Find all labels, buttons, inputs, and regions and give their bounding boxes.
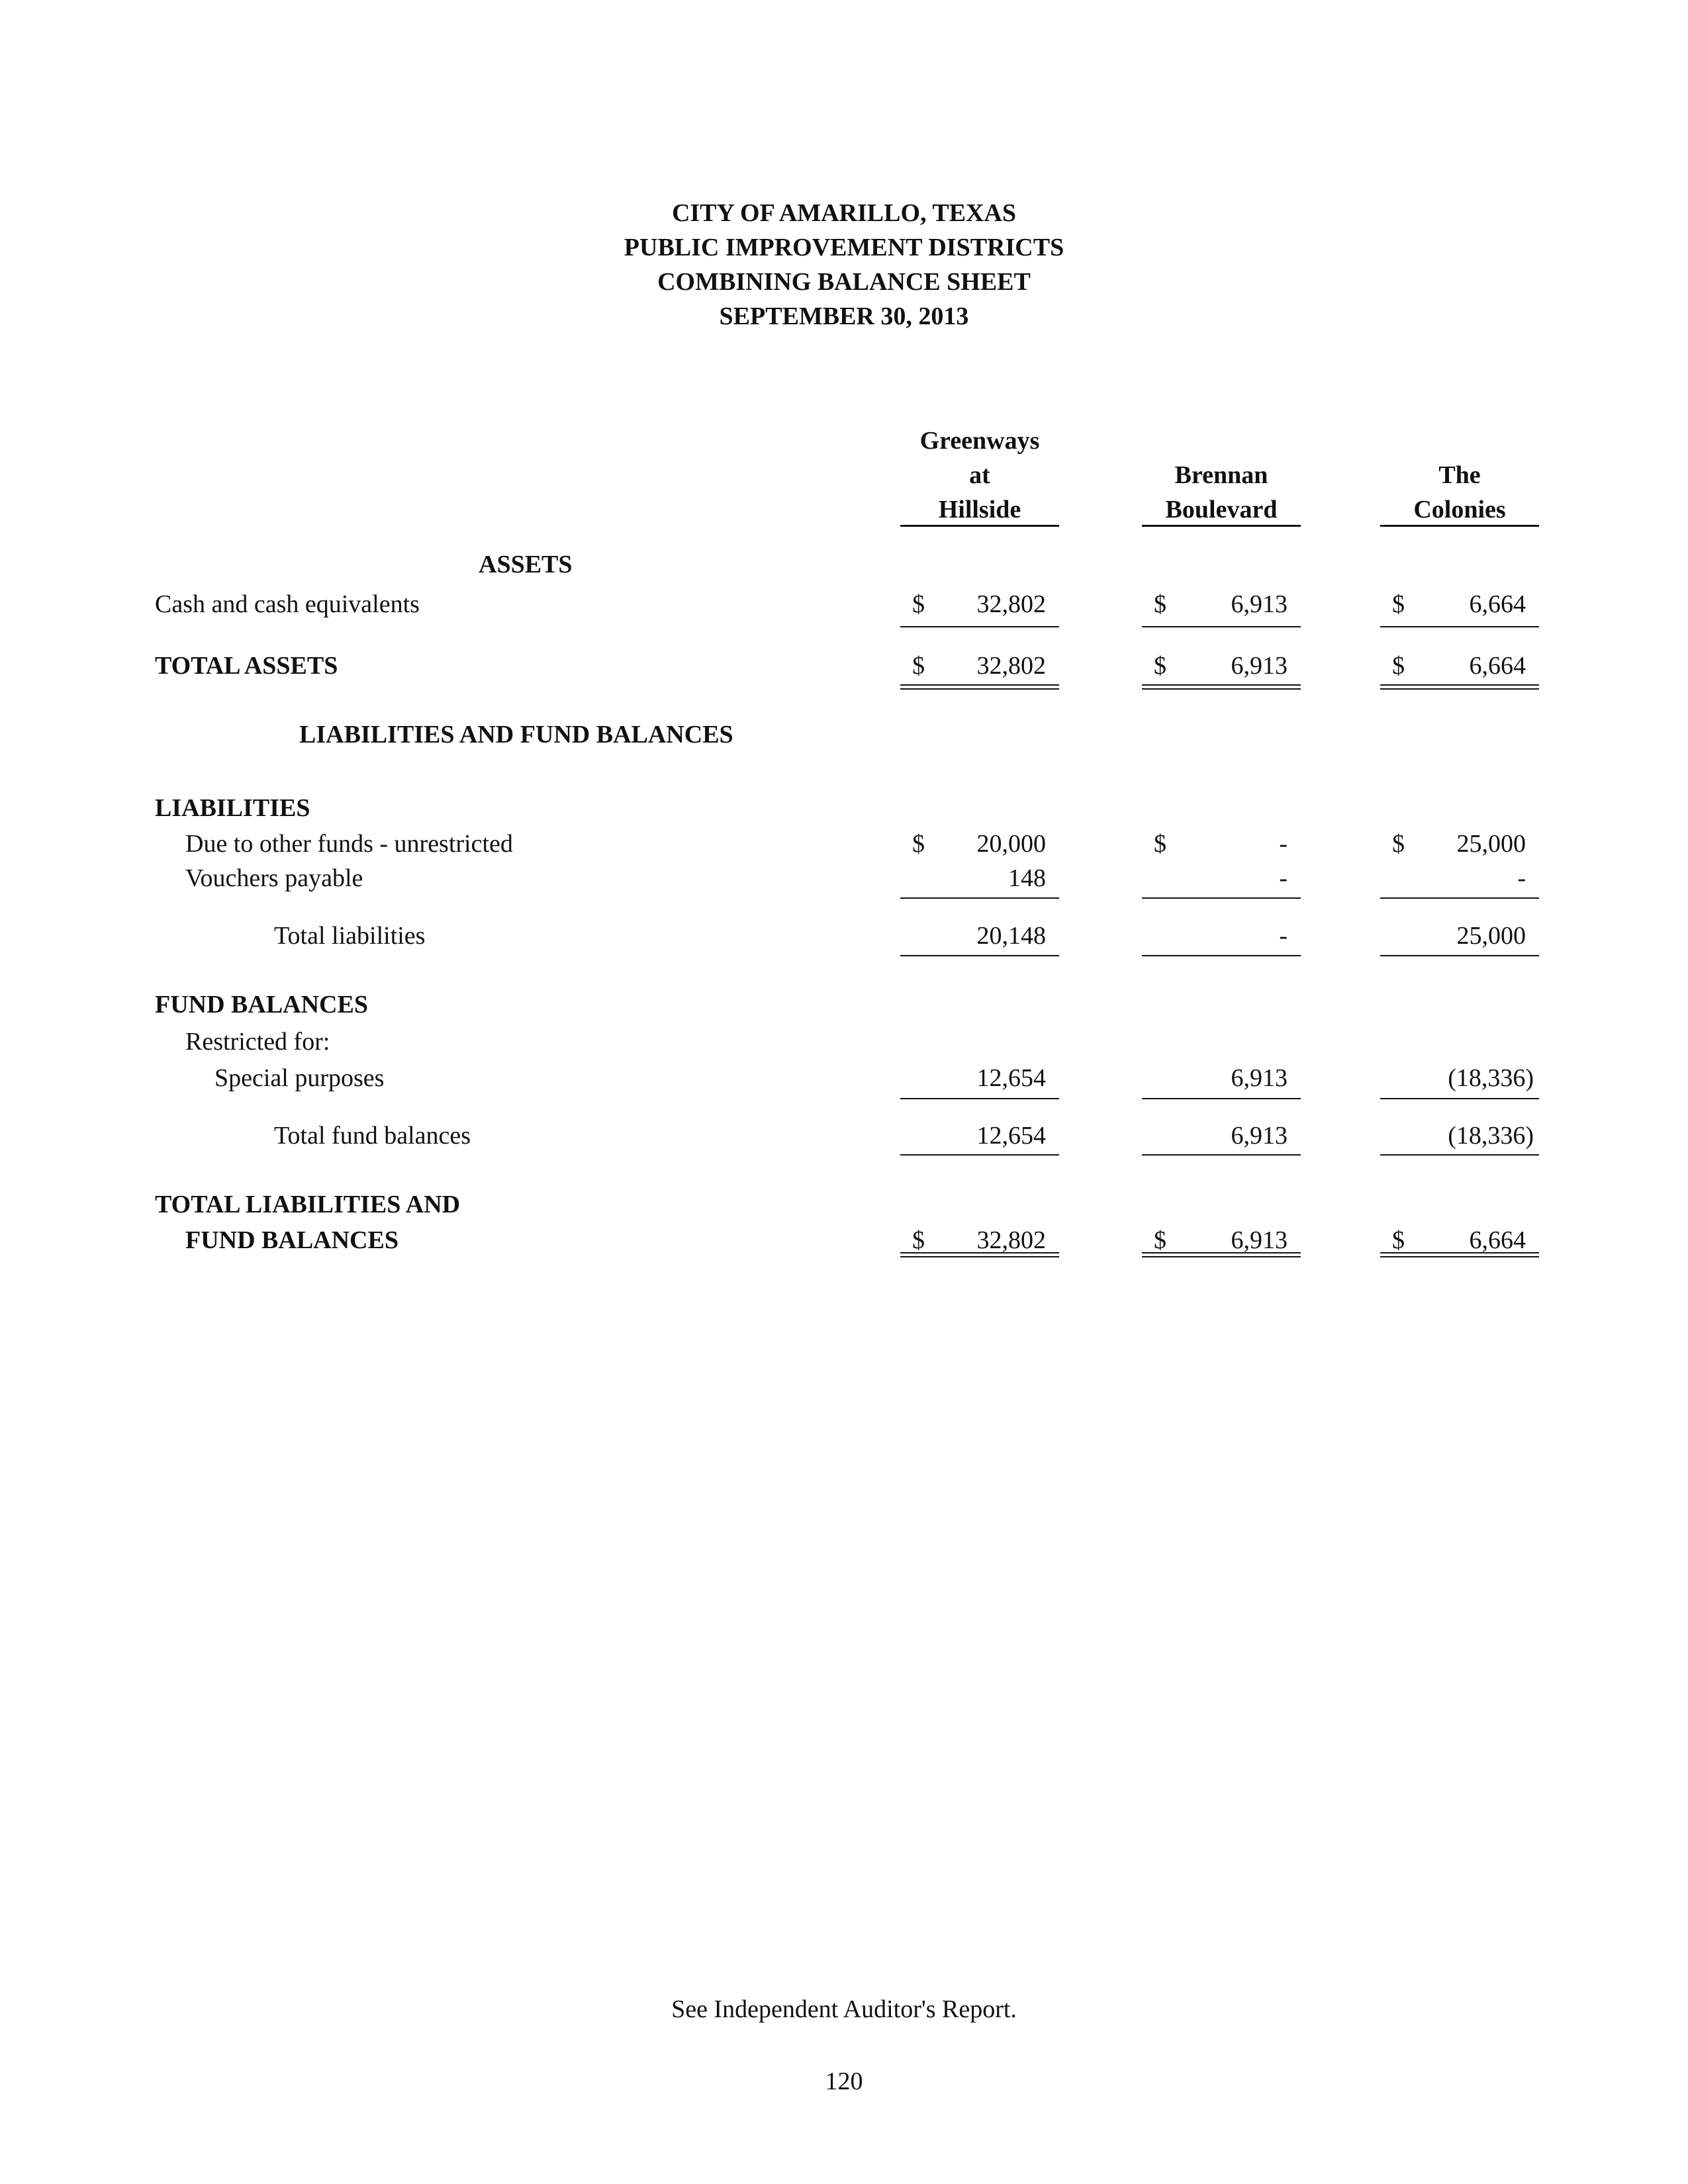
cell-total-assets-colonies: $ 6,664: [1392, 652, 1526, 680]
page-number: 120: [825, 2068, 863, 2095]
cell-due-other-brennan: $ -: [1154, 830, 1288, 858]
report-title: [0, 196, 1688, 334]
single-rule: [900, 955, 1059, 956]
section-heading-liabilities: LIABILITIES: [155, 794, 310, 822]
cell-total-assets-greenways: $ 32,802: [912, 652, 1046, 680]
cell-total-liab-colonies: 25,000: [1456, 922, 1526, 950]
row-label-total-liabilities-fund-balances-line2: FUND BALANCES: [185, 1226, 399, 1254]
column-header-rule: [1142, 525, 1301, 527]
cell-total-fund-brennan: 6,913: [1231, 1122, 1288, 1150]
cell-vouchers-brennan: -: [1279, 864, 1288, 892]
title-line: SEPTEMBER 30, 2013: [719, 302, 969, 330]
cell-total-liab-brennan: -: [1279, 922, 1288, 950]
cell-special-brennan: 6,913: [1231, 1064, 1288, 1092]
row-label-special-purposes: Special purposes: [214, 1064, 385, 1092]
row-label-total-assets: TOTAL ASSETS: [155, 652, 338, 680]
double-rule: [900, 684, 1059, 690]
row-label-total-liabilities-fund-balances-line1: TOTAL LIABILITIES AND: [155, 1191, 461, 1218]
label-restricted-for: Restricted for:: [185, 1028, 330, 1056]
row-label-cash: Cash and cash equivalents: [155, 590, 420, 618]
cell-special-greenways: 12,654: [976, 1064, 1046, 1092]
single-rule: [900, 1154, 1059, 1156]
single-rule: [1142, 1098, 1301, 1099]
single-rule: [900, 626, 1059, 627]
column-header-rule: [900, 525, 1059, 527]
title-line: CITY OF AMARILLO, TEXAS: [671, 199, 1017, 227]
row-label-vouchers-payable: Vouchers payable: [185, 864, 363, 892]
title-line: PUBLIC IMPROVEMENT DISTRICTS: [624, 234, 1064, 261]
single-rule: [1380, 1098, 1539, 1099]
single-rule: [1142, 955, 1301, 956]
single-rule: [1380, 626, 1539, 627]
cell-cash-colonies: $ 6,664: [1392, 590, 1526, 618]
cell-due-other-colonies: $ 25,000: [1392, 830, 1526, 858]
cell-due-other-greenways: $ 20,000: [912, 830, 1046, 858]
double-rule: [1380, 684, 1539, 690]
row-label-due-other-funds: Due to other funds - unrestricted: [185, 830, 513, 858]
cell-total-fund-greenways: 12,654: [976, 1122, 1046, 1150]
section-heading-assets: ASSETS: [479, 551, 573, 578]
cell-vouchers-colonies: -: [1517, 864, 1526, 892]
column-header-colonies: The Colonies: [1413, 461, 1506, 523]
single-rule: [1142, 1154, 1301, 1156]
column-header-brennan: Brennan Boulevard: [1165, 461, 1278, 523]
single-rule: [1380, 1154, 1539, 1156]
section-heading-liabilities-fund-balances: LIABILITIES AND FUND BALANCES: [299, 721, 733, 749]
row-label-total-liabilities: Total liabilities: [274, 922, 426, 950]
double-rule: [1142, 684, 1301, 690]
double-rule: [900, 1252, 1059, 1257]
cell-cash-greenways: $ 32,802: [912, 590, 1046, 618]
cell-total-lf-brennan: $ 6,913: [1154, 1226, 1288, 1254]
row-label-total-fund-balances: Total fund balances: [274, 1122, 471, 1150]
single-rule: [1142, 626, 1301, 627]
cell-total-lf-greenways: $ 32,802: [912, 1226, 1046, 1254]
cell-special-colonies: (18,336): [1448, 1064, 1534, 1092]
cell-total-fund-colonies: (18,336): [1448, 1122, 1534, 1150]
cell-total-liab-greenways: 20,148: [976, 922, 1046, 950]
single-rule: [1380, 897, 1539, 899]
title-line: COMBINING BALANCE SHEET: [657, 268, 1031, 296]
cell-cash-brennan: $ 6,913: [1154, 590, 1288, 618]
single-rule: [900, 897, 1059, 899]
single-rule: [1380, 955, 1539, 956]
cell-vouchers-greenways: 148: [1008, 864, 1046, 892]
column-header-rule: [1380, 525, 1539, 527]
cell-total-assets-brennan: $ 6,913: [1154, 652, 1288, 680]
column-header-greenways: Greenways at Hillside: [919, 427, 1040, 523]
footer-note: See Independent Auditor's Report.: [671, 1995, 1017, 2023]
single-rule: [900, 1098, 1059, 1099]
double-rule: [1142, 1252, 1301, 1257]
single-rule: [1142, 897, 1301, 899]
cell-total-lf-colonies: $ 6,664: [1392, 1226, 1526, 1254]
double-rule: [1380, 1252, 1539, 1257]
section-heading-fund-balances: FUND BALANCES: [155, 991, 368, 1019]
